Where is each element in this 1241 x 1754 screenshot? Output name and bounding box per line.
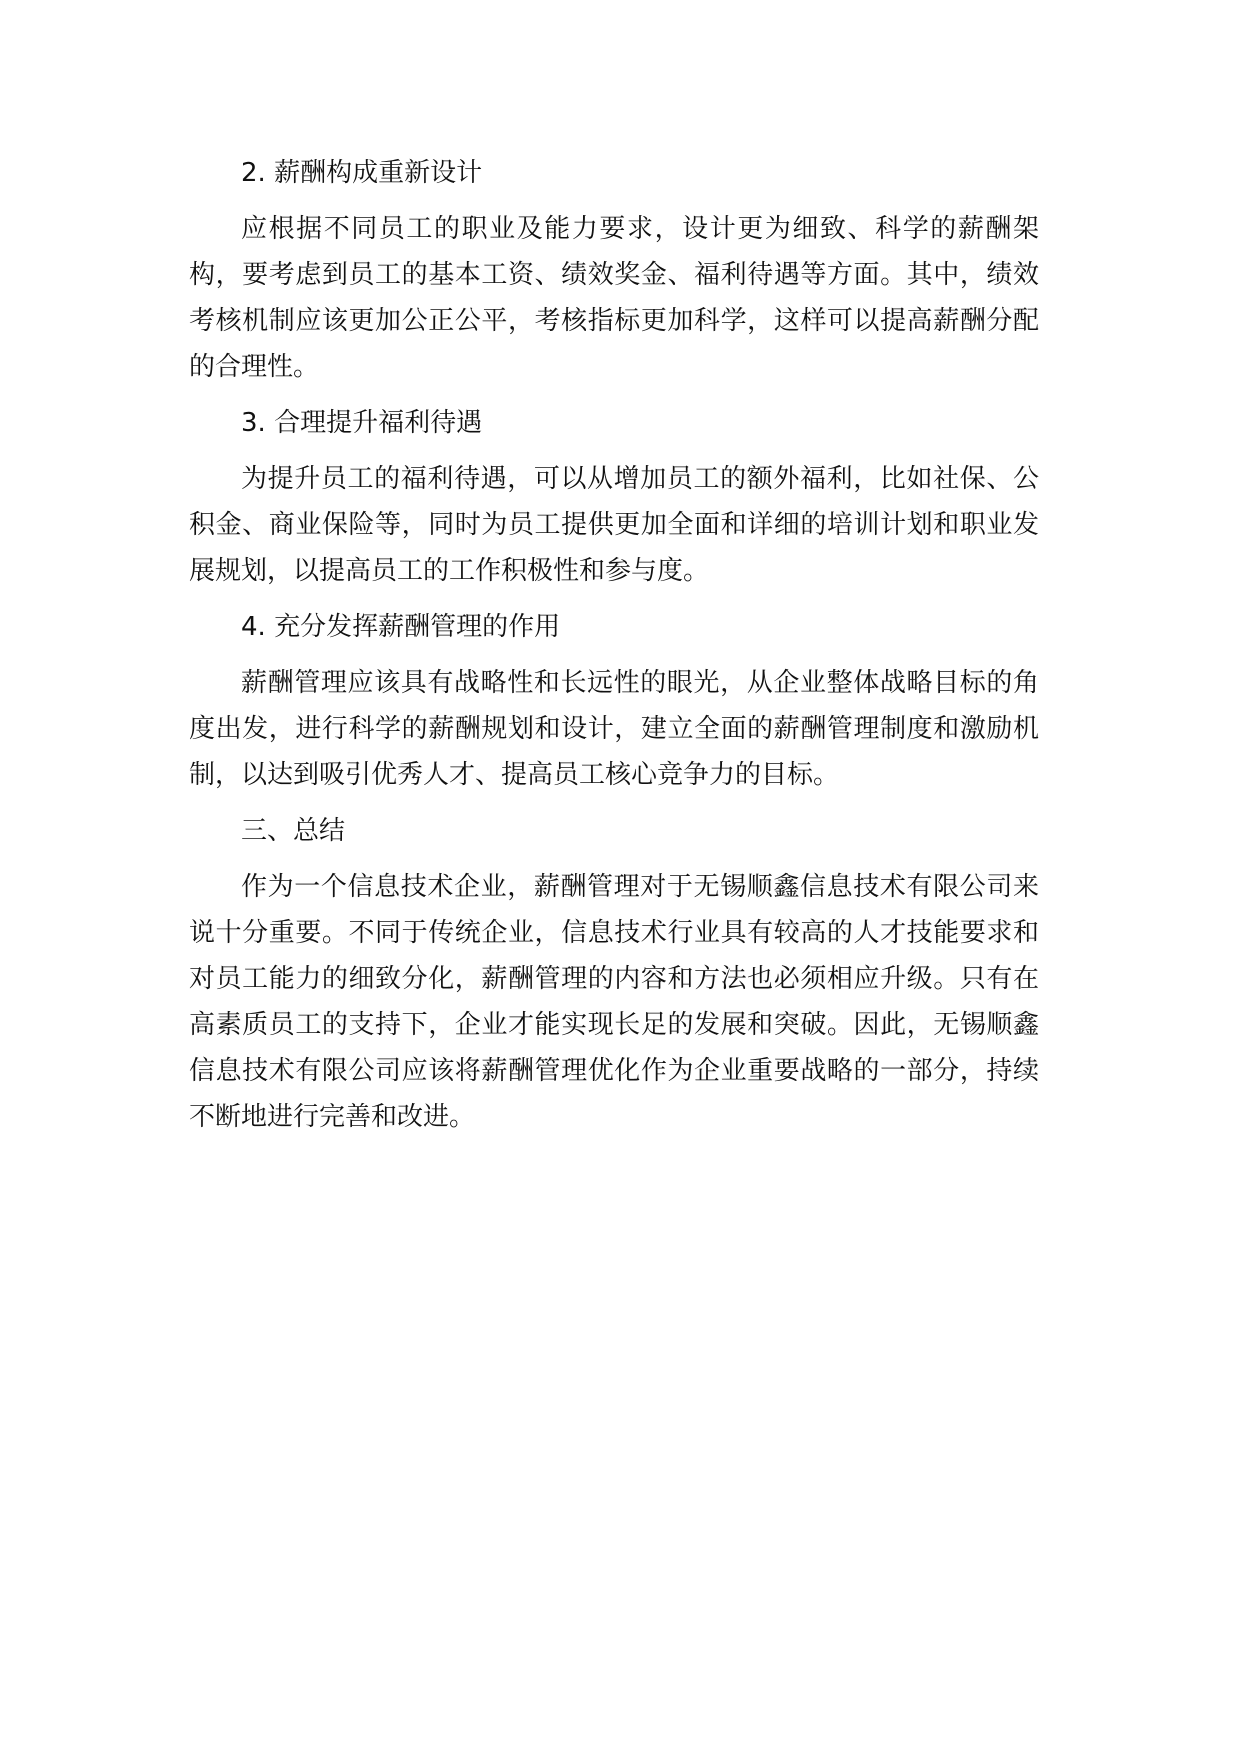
section-heading: 2. 薪酬构成重新设计	[241, 158, 483, 188]
section-paragraph: 薪酬管理应该具有战略性和长远性的眼光，从企业整体战略目标的角度出发，进行科学的薪酬规划和设计，建立全面的薪酬管理制度和激励机制，以达到吸引优秀人才、提高员工核心竞争力的目标。	[189, 668, 1039, 790]
section-compensation-structure	[189, 150, 1039, 390]
section-paragraph: 作为一个信息技术企业，薪酬管理对于无锡顺鑫信息技术有限公司来说十分重要。不同于传统企业，信息技术行业具有较高的人才技能要求和对员工能力的细致分化，薪酬管理的内容和方法也必须相应升级。只有在高素质员工的支持下，企业才能实现长足的发展和突破。因此，无锡顺鑫信息技术有限公司应该将薪酬管理优化作为企业重要战略的一部分，持续不断地进行完善和改进。	[189, 872, 1039, 1132]
section-welfare	[189, 400, 1039, 594]
section-heading: 3. 合理提升福利待遇	[241, 408, 483, 438]
section-paragraph: 应根据不同员工的职业及能力要求，设计更为细致、科学的薪酬架构，要考虑到员工的基本工资、绩效奖金、福利待遇等方面。其中，绩效考核机制应该更加公正公平，考核指标更加科学，这样可以提高薪酬分配的合理性。	[189, 214, 1039, 382]
section-heading: 三、总结	[241, 816, 346, 846]
document-body	[189, 150, 1039, 1150]
section-compensation-role	[189, 604, 1039, 798]
section-summary	[189, 808, 1039, 1140]
section-heading: 4. 充分发挥薪酬管理的作用	[241, 612, 561, 642]
section-paragraph: 为提升员工的福利待遇，可以从增加员工的额外福利，比如社保、公积金、商业保险等，同时为员工提供更加全面和详细的培训计划和职业发展规划，以提高员工的工作积极性和参与度。	[189, 464, 1039, 586]
